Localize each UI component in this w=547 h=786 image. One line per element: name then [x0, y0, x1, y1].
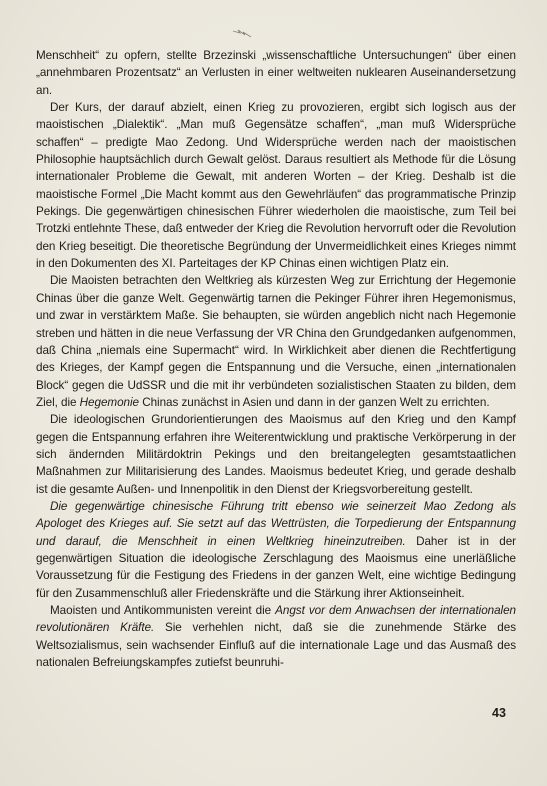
paragraph-p6: [36, 602, 516, 671]
text-run: Die ideologischen Grundorientierungen des Maoismus auf den Krieg und den Kampf gegen die Entspannung erfahren ihre Weiterentwicklung und praktische Verkörperung in der sich ändernden Militärdoktrin Pekings und den breitangelegten gesamtstaatlichen Maßnahmen zur Militarisierung des Landes. Maoismus bedeutet Krieg, und gerade deshalb ist die gesamte Außen- und Innenpolitik in den Dienst der Kriegsvorbereitung gestellt.: [36, 413, 516, 496]
paragraph-p1: [36, 47, 516, 99]
body-text: [36, 47, 516, 671]
page-number: 43: [492, 706, 506, 720]
paragraph-p5: [36, 498, 516, 602]
ink-scribble-mark: [232, 28, 252, 40]
text-run: Die Maoisten betrachten den Weltkrieg als kürzesten Weg zur Errichtung der Hegemonie Chinas über die ganze Welt. Gegenwärtig tarnen die Pekinger Führer ihren Hegemonismus, und zwar in verstärktem Maße. Sie behaupten, sie würden angeblich nicht nach Hegemonie streben und hätten in die neue Verfassung der VR China den Grundgedanken aufgenommen, daß China „niemals eine Supermacht“ wird. In Wirklichkeit aber dienen die Rechtfertigung des Krieges, der Kampf gegen die Entspannung und die Versuche, einen „internationalen Block“ gegen die UdSSR und die mit ihr verbündeten sozialistischen Staaten zu bilden, dem Ziel, die: [36, 274, 516, 409]
text-run: Chinas zunächst in Asien und dann in der ganzen Welt zu errichten.: [139, 395, 490, 409]
text-run: Sie verhehlen nicht, daß sie die zunehmende Stärke des Weltsozialismus, sein wachsender Einfluß auf die internationale Lage und das Ausmaß des nationalen Befreiungskampfes zutiefst beunruhi-: [36, 621, 516, 670]
text-run: Der Kurs, der darauf abzielt, einen Krieg zu provozieren, ergibt sich logisch aus der maoistischen „Dialektik“. „Man muß Gegensätze schaffen“, „man muß Widersprüche schaffen“ – predigte Mao Zedong. Und Widersprüche werden nach der maoistischen Philosophie hauptsächlich durch Gewalt gelöst. Daraus resultiert als Methode für die Lösung internationaler Probleme die Gewalt, mit anderen Worten – der Krieg. Deshalb ist die maoistische Formel „Die Macht kommt aus den Gewehrläufen“ das programmatische Prinzip Pekings. Die gegenwärtigen chinesischen Führer wiederholen die maoistische, zum Teil bei Trotzki entlehnte These, daß entweder der Krieg die Revolution hervorruft oder die Revolution den Krieg beseitigt. Die theoretische Begründung der Unvermeidlichkeit eines Krieges nimmt in den Dokumenten des XI. Parteitages der KP Chinas einen wichtigen Platz ein.: [36, 101, 516, 271]
text-run: Maoisten und Antikommunisten vereint die: [50, 604, 276, 617]
italic-emphasis: Die gegenwärtige chinesische Führung tritt ebenso wie seinerzeit Mao Zedong als Apologet des Krieges auf. Sie setzt auf das Wettrüsten, die Torpedierung der Entspannung und darauf, die Menschheit in einen Weltkrieg hineinzutreiben.: [36, 499, 516, 548]
italic-emphasis: Angst vor dem Anwachsen der internationalen revolutionären Kräfte.: [36, 604, 516, 635]
text-run: Menschheit“ zu opfern, stellte Brzezinski „wissenschaftliche Untersuchungen“ über einen „annehmbaren Prozentsatz“ an Verlusten in einer weltweiten nuklearen Auseinandersetzung an.: [36, 49, 516, 97]
text-run: Daher ist in der gegenwärtigen Situation die ideologische Zerschlagung des Maoismus eine unerläßliche Voraussetzung für die Festigung des Friedens in der ganzen Welt, eine wichtige Bedingung für den Zusammenschluß aller Friedenskräfte und die Stärkung ihrer Aktionseinheit.: [36, 534, 517, 600]
paragraph-p3: [36, 272, 516, 411]
paragraph-p4: [36, 411, 516, 498]
italic-emphasis: Hegemonie: [79, 395, 139, 409]
paragraph-p2: [36, 99, 516, 272]
